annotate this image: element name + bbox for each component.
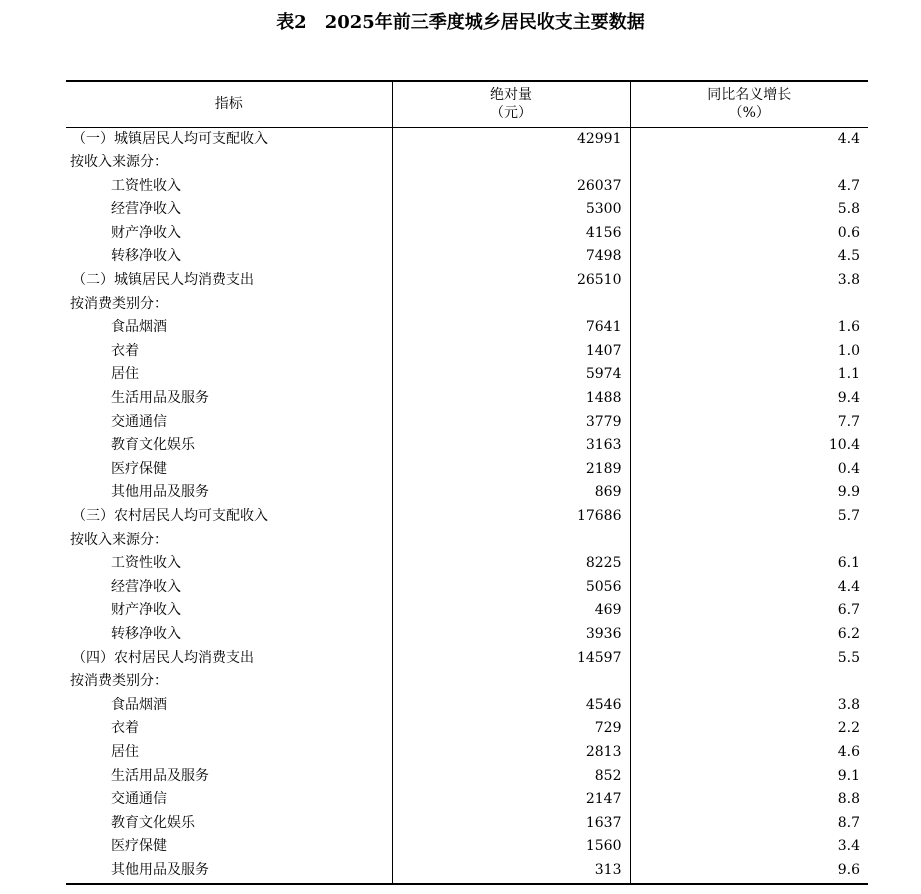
row-label: 生活用品及服务 [111,767,209,784]
row-growth-value: 9.9 [630,481,868,505]
row-absolute-value: 313 [392,859,630,884]
table-row [66,293,868,317]
row-label: 财产净收入 [111,224,181,241]
table-row [66,623,868,647]
row-absolute-value: 1407 [392,340,630,364]
row-label: 居住 [111,366,139,383]
row-absolute-value: 3163 [392,434,630,458]
row-growth-value: 2.2 [630,717,868,741]
row-label: 衣着 [111,342,139,359]
row-label: 交通通信 [111,791,167,808]
header-growth-unit: （%） [728,105,770,122]
row-absolute-value: 5974 [392,363,630,387]
row-growth-value: 3.8 [630,269,868,293]
row-absolute-value: 1560 [392,835,630,859]
row-growth-value: 4.5 [630,245,868,269]
row-growth-value: 1.1 [630,363,868,387]
header-growth [630,81,868,127]
row-absolute-value: 469 [392,599,630,623]
row-absolute-value: 3936 [392,623,630,647]
table-row [66,576,868,600]
row-growth-value: 4.7 [630,175,868,199]
row-label: 按收入来源分： [70,154,168,171]
row-absolute-value: 2189 [392,458,630,482]
row-label: 医疗保健 [111,838,167,855]
header-absolute-unit: （元） [490,105,532,122]
table-row [66,717,868,741]
table-row [66,458,868,482]
row-label: 教育文化娱乐 [111,437,195,454]
row-label: 按消费类别分： [70,295,168,312]
row-label: 交通通信 [111,413,167,430]
row-label: 转移净收入 [111,625,181,642]
row-growth-value: 8.8 [630,788,868,812]
table-row [66,812,868,836]
row-growth-value: 9.4 [630,387,868,411]
row-label: 医疗保健 [111,460,167,477]
header-absolute [392,81,630,127]
row-growth-value [630,529,868,553]
row-growth-value: 9.1 [630,765,868,789]
row-label: （二）城镇居民人均消费支出 [72,272,254,289]
row-absolute-value: 8225 [392,552,630,576]
row-growth-value: 5.7 [630,505,868,529]
row-absolute-value: 42991 [392,127,630,151]
row-label: （三）农村居民人均可支配收入 [72,508,268,524]
row-growth-value [630,670,868,694]
row-absolute-value [392,529,630,553]
row-absolute-value: 5056 [392,576,630,600]
row-label: 工资性收入 [111,177,181,194]
row-growth-value: 0.6 [630,222,868,246]
row-growth-value: 8.7 [630,812,868,836]
table-row [66,599,868,623]
header-indicator [66,81,392,127]
table-row [66,765,868,789]
row-label: 其他用品及服务 [111,484,209,501]
table-row [66,505,868,529]
row-growth-value: 6.1 [630,552,868,576]
row-absolute-value [392,293,630,317]
row-absolute-value: 26510 [392,269,630,293]
row-absolute-value: 1637 [392,812,630,836]
row-growth-value: 9.6 [630,859,868,884]
row-growth-value: 3.4 [630,835,868,859]
table-row [66,269,868,293]
row-label: 经营净收入 [111,201,181,218]
table-row [66,340,868,364]
row-absolute-value [392,151,630,175]
table-row [66,151,868,175]
header-growth-label: 同比名义增长 [707,87,792,104]
table-row [66,434,868,458]
row-growth-value: 4.4 [630,127,868,151]
row-growth-value [630,293,868,317]
row-growth-value: 1.6 [630,316,868,340]
row-growth-value: 6.2 [630,623,868,647]
row-absolute-value: 7641 [392,316,630,340]
row-absolute-value: 4156 [392,222,630,246]
row-label: 居住 [111,743,139,760]
table-row [66,788,868,812]
row-label: （一）城镇居民人均可支配收入 [72,130,268,147]
table-row [66,647,868,671]
row-absolute-value: 7498 [392,245,630,269]
row-absolute-value [392,670,630,694]
table-row [66,859,868,884]
table-row [66,552,868,576]
table-row [66,175,868,199]
row-label: 经营净收入 [111,578,181,595]
table-row [66,670,868,694]
row-absolute-value: 4546 [392,694,630,718]
table-body [66,127,868,884]
row-label: 生活用品及服务 [111,390,209,407]
table-row [66,741,868,765]
row-absolute-value: 17686 [392,505,630,529]
row-absolute-value: 5300 [392,198,630,222]
row-growth-value: 3.8 [630,694,868,718]
header-absolute-label: 绝对量 [490,87,532,104]
row-label: 其他用品及服务 [66,859,392,884]
table-row [66,222,868,246]
row-growth-value: 7.7 [630,411,868,435]
table-row [66,316,868,340]
table-row [66,127,868,151]
table-row [66,529,868,553]
row-label: 按收入来源分： [70,531,168,548]
table-title: 表2 2025年前三季度城乡居民收支主要数据 [276,12,645,33]
row-absolute-value: 1488 [392,387,630,411]
row-growth-value: 5.8 [630,198,868,222]
row-growth-value: 1.0 [630,340,868,364]
row-label: （四）农村居民人均消费支出 [72,649,254,666]
row-absolute-value: 869 [392,481,630,505]
row-growth-value: 0.4 [630,458,868,482]
table-row [66,363,868,387]
row-absolute-value: 14597 [392,647,630,671]
row-absolute-value: 852 [392,765,630,789]
row-absolute-value: 26037 [392,175,630,199]
table-header-row [66,81,868,127]
row-growth-value: 4.4 [630,576,868,600]
row-growth-value: 10.4 [630,434,868,458]
row-label: 食品烟酒 [111,319,167,336]
row-absolute-value: 3779 [392,411,630,435]
income-expenditure-table [66,80,868,885]
table-row [66,411,868,435]
row-absolute-value: 2147 [392,788,630,812]
row-growth-value: 4.6 [630,741,868,765]
row-label: 转移净收入 [111,248,181,265]
row-absolute-value: 2813 [392,741,630,765]
row-growth-value: 6.7 [630,599,868,623]
row-growth-value [630,151,868,175]
row-label: 食品烟酒 [111,696,167,713]
row-label: 教育文化娱乐 [111,814,195,831]
table-row [66,481,868,505]
table-row [66,835,868,859]
table-row [66,694,868,718]
row-label: 工资性收入 [111,555,181,572]
row-label: 按消费类别分： [70,673,168,690]
row-label: 财产净收入 [111,602,181,619]
header-indicator-label: 指标 [214,96,243,113]
row-growth-value: 5.5 [630,647,868,671]
table-row [66,245,868,269]
row-absolute-value: 729 [392,717,630,741]
table-row [66,198,868,222]
table-row [66,387,868,411]
row-label: 衣着 [111,720,139,737]
